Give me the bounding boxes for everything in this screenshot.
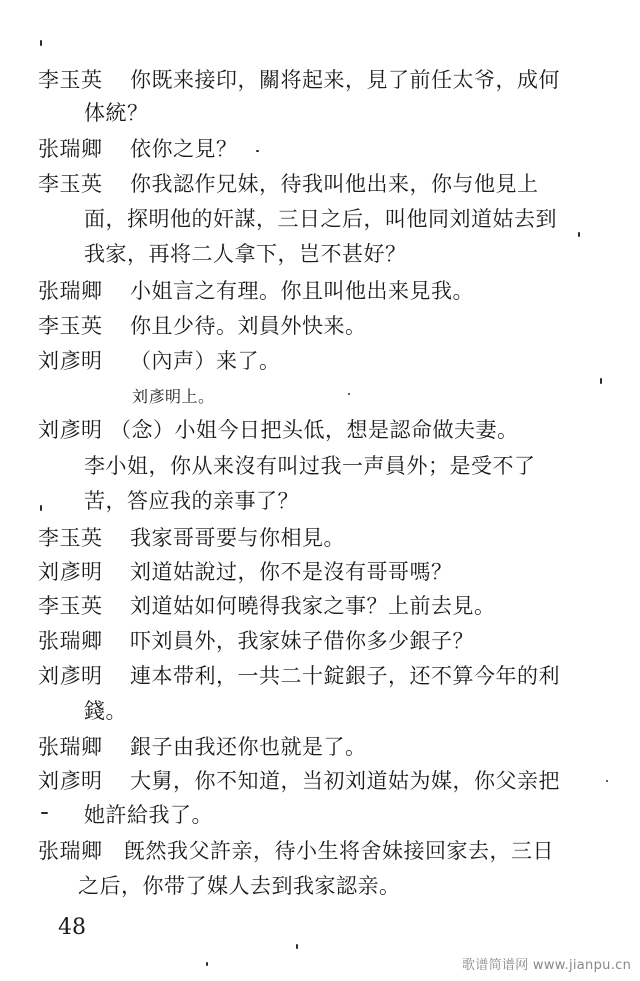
scan-speck [206,962,208,966]
dialogue-text: 她許給我了。 [84,803,213,827]
speaker-name: 李玉英 [38,68,103,92]
speaker-name: 李玉英 [38,594,103,618]
speaker-name: 张瑞卿 [38,279,103,303]
speaker-name: 张瑞卿 [38,839,103,863]
site-watermark: 歌谱简谱网 www.jianpu.cn [462,958,632,973]
dialogue-text: 你我認作兄妹，待我叫他出来，你与他見上 [130,172,539,196]
dialogue-text: （內声）来了。 [130,349,281,373]
scan-speck [256,150,259,152]
speaker-name: 张瑞卿 [38,137,103,161]
scan-speck [40,40,42,46]
scan-speck [600,378,602,384]
dialogue-text: 依你之見？ [130,137,238,161]
dialogue-text: 苦，答应我的亲事了？ [84,489,299,513]
dialogue-text: 面，探明他的奸謀，三日之后，叫他同刘道姑去到 [84,207,557,231]
dialogue-text: 刘道姑如何曉得我家之事？上前去見。 [130,594,496,618]
speaker-name: 张瑞卿 [38,735,103,759]
dialogue-text: 小姐言之有理。你且叫他出来見我。 [130,279,474,303]
dialogue-text: 大舅，你不知道，当初刘道姑为媒，你父亲把 [130,769,560,793]
dialogue-text: 錢。 [84,699,127,723]
dialogue-text: 体統？ [84,101,149,125]
scan-speck [348,393,350,395]
speaker-name: 李玉英 [38,314,103,338]
speaker-name: 刘彥明 [38,560,103,584]
dialogue-text: 你且少待。刘員外快来。 [130,314,367,338]
speaker-name: 刘彥明 [38,664,103,688]
scan-speck [40,505,42,511]
dialogue-text: 我家哥哥要与你相見。 [130,526,345,550]
dialogue-text: 吓刘員外，我家妹子借你多少銀子？ [130,629,474,653]
dialogue-text: 李小姐，你从来沒有叫过我一声員外；是受不了 [84,454,536,478]
dialogue-text: 之后，你带了媒人去到我家認亲。 [78,874,401,898]
scan-speck [606,780,608,782]
speaker-name: 张瑞卿 [38,629,103,653]
page-number: 48 [58,915,86,940]
dialogue-text: 我家，再将二人拿下，岂不甚好？ [84,242,407,266]
speaker-name: 刘彥明 [38,349,103,373]
dialogue-text: 連本带利，一共二十錠銀子，还不算今年的利 [130,664,560,688]
scan-speck [41,812,48,814]
dialogue-text: （念）小姐今日把头低，想是認命做夫妻。 [110,418,519,442]
dialogue-text: 你既来接印，關将起来，見了前任太爷，成何 [130,68,560,92]
speaker-name: 李玉英 [38,526,103,550]
speaker-name: 李玉英 [38,172,103,196]
scan-speck [578,232,580,237]
dialogue-text: 銀子由我还你也就是了。 [130,735,367,759]
speaker-name: 刘彥明 [38,418,103,442]
dialogue-text: 刘道姑說过，你不是沒有哥哥嗎？ [130,560,453,584]
scan-speck [296,944,298,949]
dialogue-text: 旣然我父許亲，待小生将舍妹接回家去，三日 [124,839,554,863]
speaker-name: 刘彥明 [38,769,103,793]
stage-direction-text: 刘彥明上。 [132,387,215,406]
